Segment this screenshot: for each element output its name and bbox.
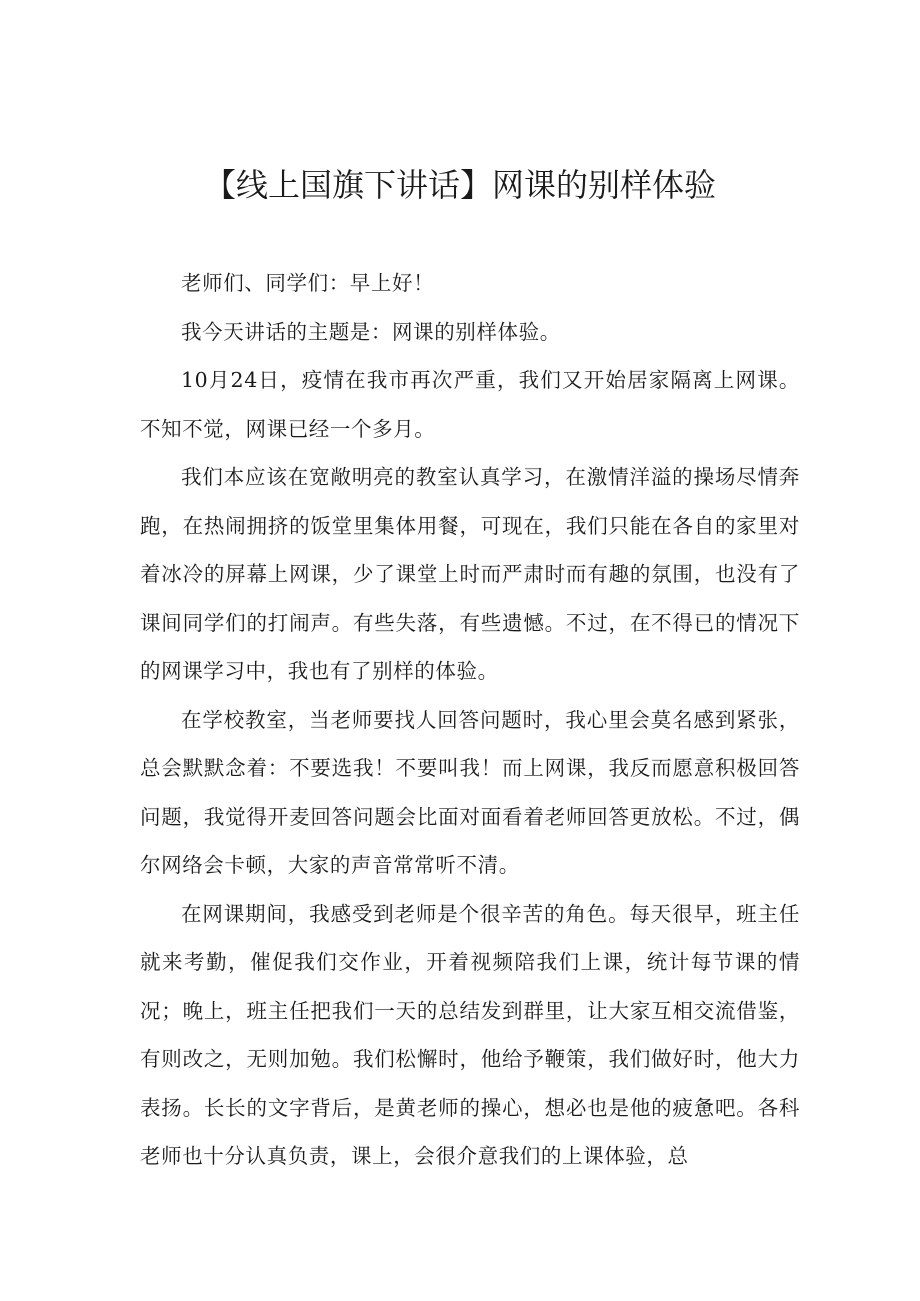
paragraph-classroom: 我们本应该在宽敞明亮的教室认真学习，在激情洋溢的操场尽情奔跑，在热闹拥挤的饭堂里集体用餐，可现在，我们只能在各自的家里对着冰冷的屏幕上网课，少了课堂上时而严肃时而有趣的氛围，也没有了课间同学们的打闹声。有些失落，有些遗憾。不过，在不得已的情况下的网课学习中，我也有了别样的体验。 [140, 465, 800, 683]
paragraph-date: 10月24日，疫情在我市再次严重，我们又开始居家隔离上网课。不知不觉，网课已经一个多月。 [140, 368, 800, 441]
paragraph-greeting: 老师们、同学们：早上好！ [181, 271, 435, 295]
document-title: 【线上国旗下讲话】网课的别样体验 [203, 166, 716, 204]
paragraph-answering: 在学校教室，当老师要找人回答问题时，我心里会莫名感到紧张，总会默默念着：不要选我！不要叫我！而上网课，我反而愿意积极回答问题，我觉得开麦回答问题会比面对面看着老师回答更放松。不过，偶尔网络会卡顿，大家的声音常常听不清。 [140, 707, 800, 877]
paragraph-topic: 我今天讲话的主题是：网课的别样体验。 [181, 319, 561, 344]
document-body [140, 259, 800, 1181]
paragraph-teachers: 在网课期间，我感受到老师是个很辛苦的角色。每天很早，班主任就来考勤，催促我们交作业，开着视频陪我们上课，统计每节课的情况；晚上，班主任把我们一天的总结发到群里，让大家互相交流借鉴，有则改之，无则加勉。我们松懈时，他给予鞭策，我们做好时，他大力表扬。长长的文字背后，是黄老师的操心，想必也是他的疲惫吧。各科老师也十分认真负责，课上，会很介意我们的上课体验，总 [140, 901, 800, 1168]
